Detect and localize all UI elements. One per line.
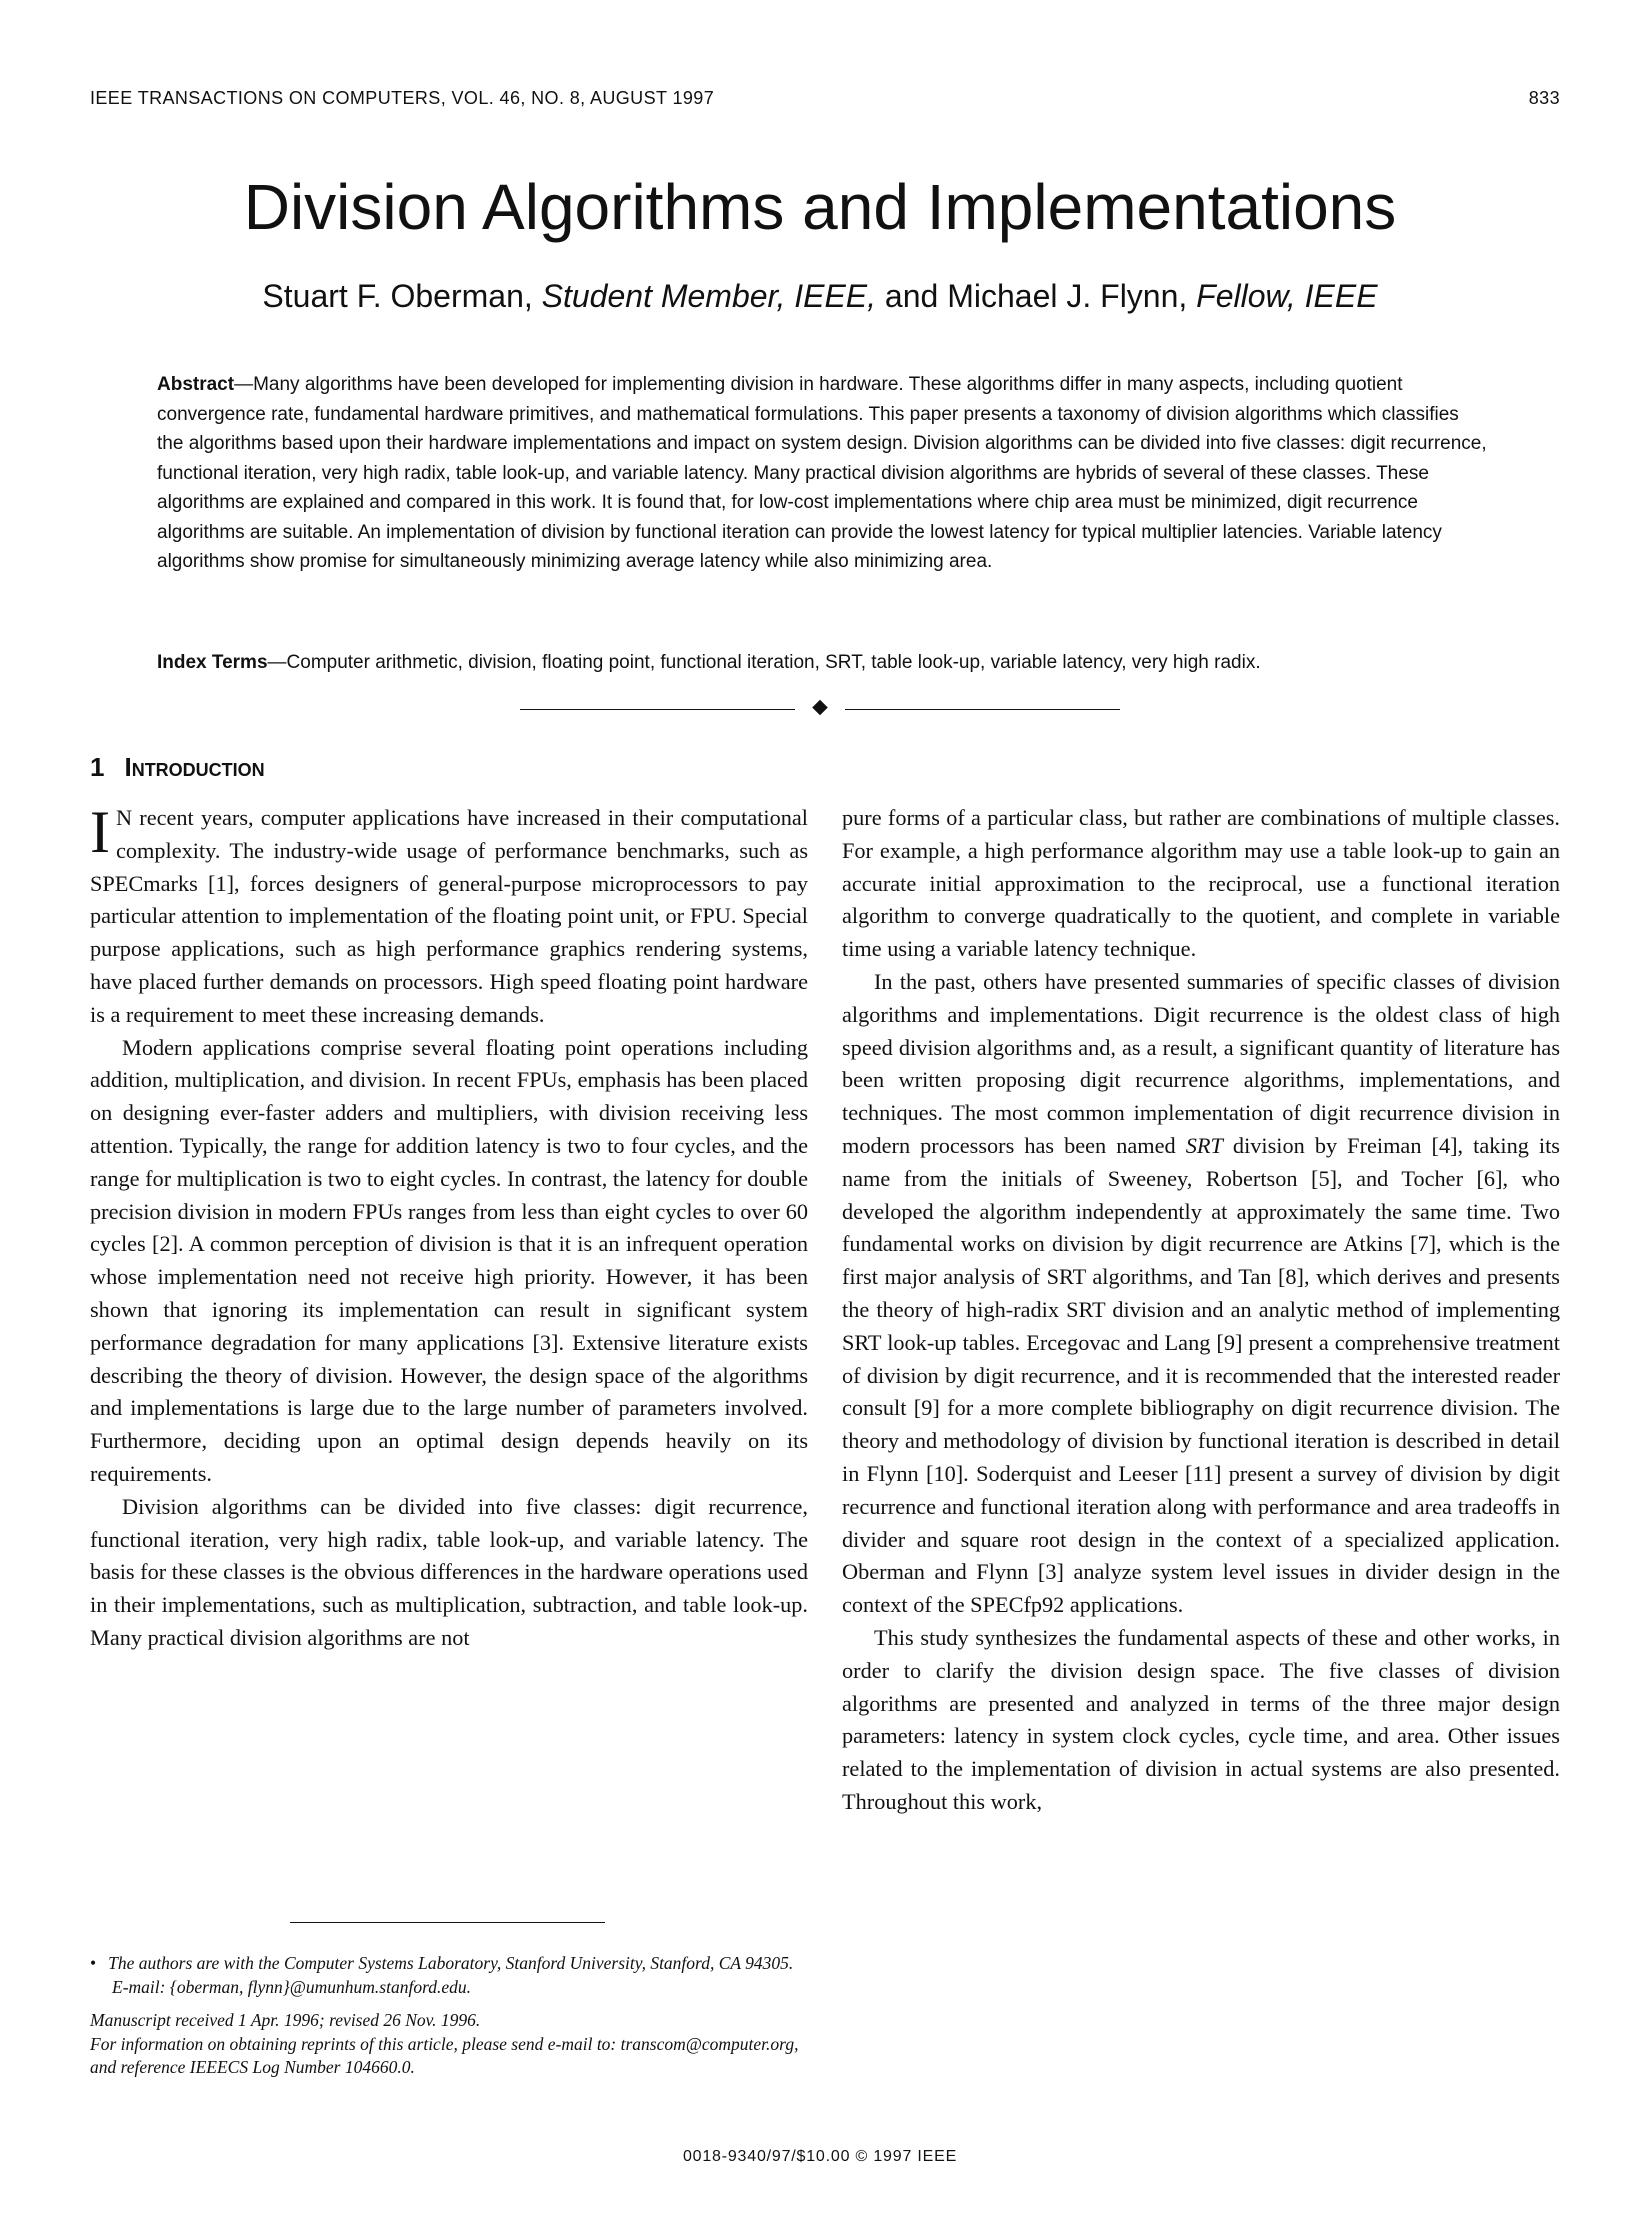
reprints-note: For information on obtaining reprints of this article, please send e-mail to: transcom@computer.org, and reference IEEECS Log Number 104660.0. — [90, 2033, 799, 2078]
paragraph: pure forms of a particular class, but rather are combinations of multiple classes. For example, a high performance algorithm may use a table look-up to gain an accurate initial approximation to the reciprocal, use a functional iteration algorithm to converge quadratically to the quotient, and complete in variable time using a variable latency technique. — [842, 805, 1560, 962]
author-line — [0, 278, 1640, 315]
paragraph: Modern applications comprise several floating point operations including addition, multiplication, and division. In recent FPUs, emphasis has been placed on designing ever-faster adders and multipliers, with division receiving less attention. Typically, the range for addition latency is two to four cycles, and the range for multiplication is two to eight cycles. In contrast, the latency for double precision division in modern FPUs ranges from less than eight cycles to over 60 cycles [2]. A common perception of division is that it is an infrequent operation whose implementation need not receive high priority. However, it has been shown that ignoring its implementation can result in significant system performance degradation for many applications [3]. Extensive literature exists describing the theory of division. However, the design space of the algorithms and implementations is large due to the large number of parameters involved. Furthermore, deciding upon an optimal design depends heavily on its requirements. — [90, 1034, 808, 1486]
author-1-role: Student Member, IEEE, — [541, 278, 877, 314]
author-connector: and Michael J. Flynn, — [876, 278, 1197, 314]
section-divider — [520, 700, 1120, 720]
index-terms — [157, 648, 1537, 677]
section-number: 1 — [90, 752, 105, 782]
abstract-label: Abstract — [157, 374, 235, 395]
paragraph: I N recent years, computer applications have increased in their computational complexity. The industry-wide usage of performance benchmarks, such as SPECmarks [1], forces designers of general-purpose microprocessors to pay particular attention to implementation of the floating point unit, or FPU. Special purpose applications, such as high performance graphics rendering systems, have placed further demands on processors. High speed floating point hardware is a requirement to meet these increasing demands. — [90, 799, 808, 1027]
section-title: Introduction — [124, 752, 265, 782]
drop-cap: I — [90, 799, 110, 865]
affiliation-note: • The authors are with the Computer Systems Laboratory, Stanford University, Stanford, CA 94305. — [90, 1953, 794, 1973]
footnotes — [90, 1952, 810, 2080]
copyright-footer: 0018-9340/97/$10.00 © 1997 IEEE — [682, 2148, 958, 2165]
page-number: 833 — [1528, 88, 1560, 108]
section-heading — [90, 752, 265, 783]
right-column — [842, 802, 1560, 1819]
paper-title: Division Algorithms and Implementations — [243, 171, 1397, 243]
footnote-rule — [290, 1922, 605, 1923]
journal-citation: IEEE TRANSACTIONS ON COMPUTERS, VOL. 46, NO. 8, AUGUST 1997 — [90, 88, 715, 108]
bullet-icon: • — [90, 1953, 97, 1973]
author-1-name: Stuart F. Oberman, — [262, 278, 542, 314]
diamond-ornament-icon — [812, 700, 828, 716]
abstract — [157, 370, 1487, 577]
manuscript-note: Manuscript received 1 Apr. 1996; revised 26 Nov. 1996. — [90, 2010, 481, 2031]
srt-term: SRT — [1185, 1132, 1223, 1158]
paragraph: In the past, others have presented summaries of specific classes of division algorithms and implementations. Digit recurrence is the oldest class of high speed division algorithms and, as a result, a significant quantity of literature has been written proposing digit recurrence algorithms, implementations, and techniques. The most common implementation of digit recurrence division in modern processors has been named SRT division by Freiman [4], taking its name from the initials of Sweeney, Robertson [5], and Tocher [6], who developed the algorithm independently at approximately the same time. Two fundamental works on division by digit recurrence are Atkins [7], which is the first major analysis of SRT algorithms, and Tan [8], which derives and presents the theory of high-radix SRT division and an analytic method of implementing SRT look-up tables. Ercegovac and Lang [9] present a comprehensive treatment of division by digit recurrence, and it is recommended that the interested reader consult [9] for a more complete bibliography on digit recurrence division. The theory and methodology of division by functional iteration is described in detail in Flynn [10]. Soderquist and Leeser [11] present a survey of division by digit recurrence and functional iteration along with performance and area tradeoffs in divider and square root design in the context of a specialized application. Oberman and Flynn [3] analyze system level issues in divider design in the context of the SPECfp92 applications. — [842, 968, 1560, 1618]
left-column — [90, 799, 808, 1655]
paragraph: This study synthesizes the fundamental aspects of these and other works, in order to clarify the division design space. The five classes of division algorithms are presented and analyzed in terms of the three major design parameters: latency in system clock cycles, cycle time, and area. Other issues related to the implementation of division in actual systems are also presented. Throughout this work, — [842, 1624, 1560, 1814]
abstract-text: —Many algorithms have been developed for implementing division in hardware. These algorithms differ in many aspects, including quotient convergence rate, fundamental hardware primitives, and mathematical formulations. This paper presents a taxonomy of division algorithms which classifies the algorithms based upon their hardware implementations and impact on system design. Division algorithms can be divided into five classes: digit recurrence, functional iteration, very high radix, table look-up, and variable latency. Many practical division algorithms are hybrids of several of these classes. These algorithms are explained and compared in this work. It is found that, for low-cost implementations where chip area must be minimized, digit recurrence algorithms are suitable. An implementation of division by functional iteration can provide the lowest latency for typical multiplier latencies. Variable latency algorithms show promise for simultaneously minimizing average latency while also minimizing area. — [157, 374, 1487, 572]
author-2-role: Fellow, IEEE — [1196, 278, 1378, 314]
email-note: E-mail: {oberman, flynn}@umunhum.stanford.edu. — [112, 1976, 471, 1997]
paragraph: Division algorithms can be divided into five classes: digit recurrence, functional iteration, very high radix, table look-up, and variable latency. The basis for these classes is the obvious differences in the hardware operations used in their implementations, such as multiplication, subtraction, and table look-up. Many practical division algorithms are not — [90, 1493, 808, 1650]
index-terms-label: Index Terms — [157, 652, 268, 673]
running-head — [90, 88, 1560, 109]
divider-rule-right — [845, 709, 1120, 710]
divider-rule-left — [520, 709, 795, 710]
index-terms-text: —Computer arithmetic, division, floating point, functional iteration, SRT, table look-up, variable latency, very high radix. — [267, 652, 1261, 673]
